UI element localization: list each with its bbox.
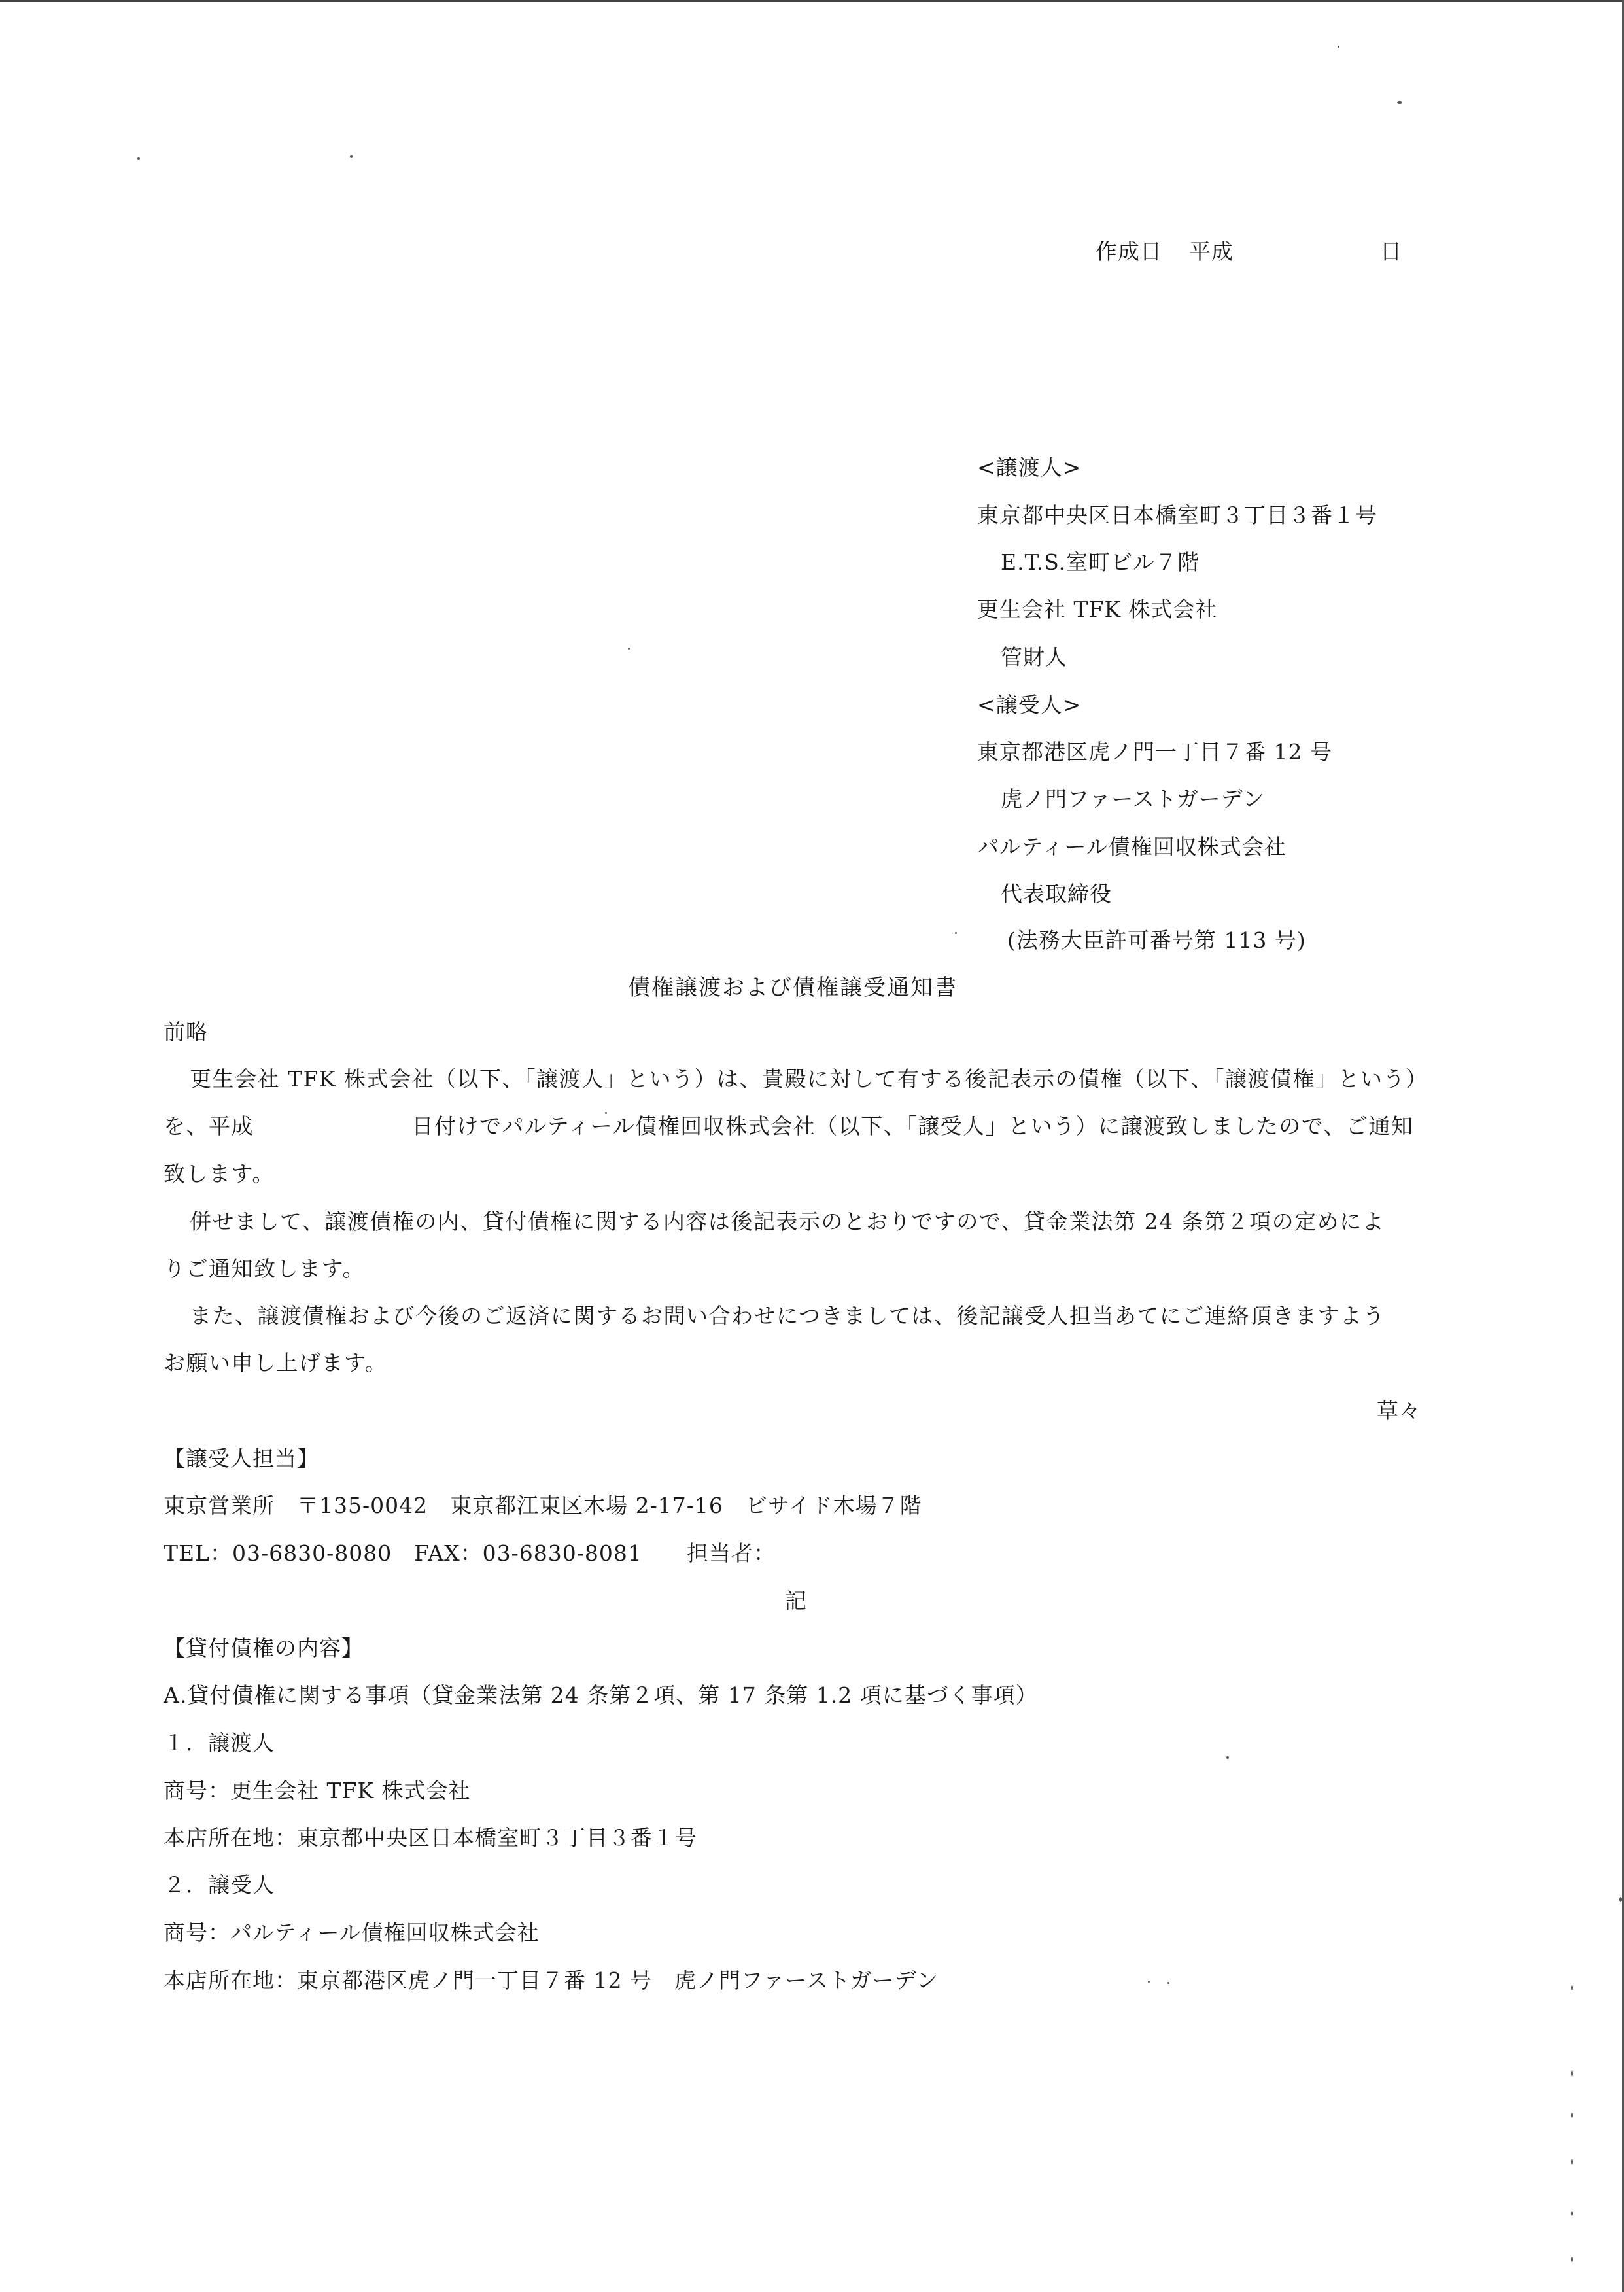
date-day-suffix: 日	[1380, 239, 1402, 264]
body-line: を、平成 日付けでパルティール債権回収株式会社（以下、「譲受人」という）に譲渡致しましたので、ご通知	[164, 1113, 1414, 1139]
loan-item1-label: １．譲渡人	[164, 1730, 275, 1756]
contact-heading: 【譲受人担当】	[164, 1446, 319, 1471]
salutation: 前略	[164, 1019, 208, 1045]
scan-speck	[137, 157, 140, 160]
scan-speck	[1571, 2070, 1573, 2077]
transferee-address-line1: 東京都港区虎ノ門一丁目７番 12 号	[977, 739, 1332, 765]
scan-speck	[1397, 101, 1402, 104]
body-line: 併せまして、譲渡債権の内、貸付債権に関する内容は後記表示のとおりですので、貸金業法第 24 条第２項の定めによ	[190, 1209, 1385, 1234]
closing: 草々	[1377, 1398, 1421, 1423]
transferee-role: 代表取締役	[1001, 881, 1112, 907]
scan-speck	[1571, 2113, 1573, 2118]
loan-item1-address: 本店所在地：東京都中央区日本橋室町３丁目３番１号	[164, 1825, 697, 1850]
body-line: お願い申し上げます。	[164, 1350, 388, 1376]
scan-speck	[1571, 2159, 1573, 2165]
transferor-role: 管財人	[1001, 644, 1067, 670]
scan-speck	[955, 932, 957, 934]
loan-section-a: A.貸付債権に関する事項（貸金業法第 24 条第２項、第 17 条第 1.2 項に基づく事項）	[164, 1682, 1038, 1708]
scan-speck	[1167, 1982, 1169, 1984]
transferee-heading: <譲受人>	[977, 692, 1082, 718]
loan-item2-address: 本店所在地：東京都港区虎ノ門一丁目７番 12 号 虎ノ門ファーストガーデン	[164, 1968, 939, 1993]
scan-speck	[1571, 1985, 1573, 1990]
date-label: 作成日	[1096, 239, 1162, 264]
loan-item1-trade-name: 商号：更生会社 TFK 株式会社	[164, 1778, 471, 1803]
transferor-heading: <譲渡人>	[977, 455, 1082, 480]
scan-speck	[1148, 1981, 1150, 1983]
body-line: 更生会社 TFK 株式会社（以下、「譲渡人」という）は、貴殿に対して有する後記表示の債権（以下、「譲渡債権」という）	[190, 1066, 1428, 1092]
loan-item2-trade-name: 商号：パルティール債権回収株式会社	[164, 1920, 540, 1945]
transferee-name: パルティール債権回収株式会社	[977, 834, 1287, 859]
body-line: また、譲渡債権および今後のご返済に関するお問い合わせにつきましては、後記譲受人担当あてにご連絡頂きますよう	[190, 1303, 1385, 1328]
scan-speck	[628, 648, 630, 650]
transferor-name: 更生会社 TFK 株式会社	[977, 597, 1218, 622]
transferee-license: (法務大臣許可番号第 113 号)	[1007, 928, 1306, 953]
transferor-address-line1: 東京都中央区日本橋室町３丁目３番１号	[977, 502, 1377, 528]
loan-item2-label: ２．譲受人	[164, 1872, 275, 1898]
scan-top-edge	[0, 0, 1624, 2]
body-line: 致します。	[164, 1161, 275, 1187]
scan-speck	[1619, 1897, 1622, 1902]
scan-speck	[1226, 1756, 1229, 1759]
scan-speck	[1571, 2257, 1573, 2262]
body-line: りご通知致します。	[164, 1256, 365, 1281]
date-era: 平成	[1189, 239, 1234, 264]
contact-phone-line: TEL：03-6830-8080 FAX：03-6830-8081 担当者：	[164, 1540, 776, 1566]
ki-marker: 記	[785, 1588, 807, 1614]
transferee-address-line2: 虎ノ門ファーストガーデン	[1001, 786, 1266, 812]
scan-speck	[1338, 46, 1339, 48]
scan-speck	[1571, 2211, 1573, 2216]
document-title: 債権譲渡および債権譲受通知書	[628, 975, 958, 1001]
transferor-address-line2: E.T.S.室町ビル７階	[1001, 549, 1200, 575]
scan-speck	[350, 155, 353, 158]
loan-heading: 【貸付債権の内容】	[164, 1635, 364, 1661]
contact-office-line: 東京営業所 〒135-0042 東京都江東区木場 2-17-16 ビサイド木場７階	[164, 1493, 922, 1518]
